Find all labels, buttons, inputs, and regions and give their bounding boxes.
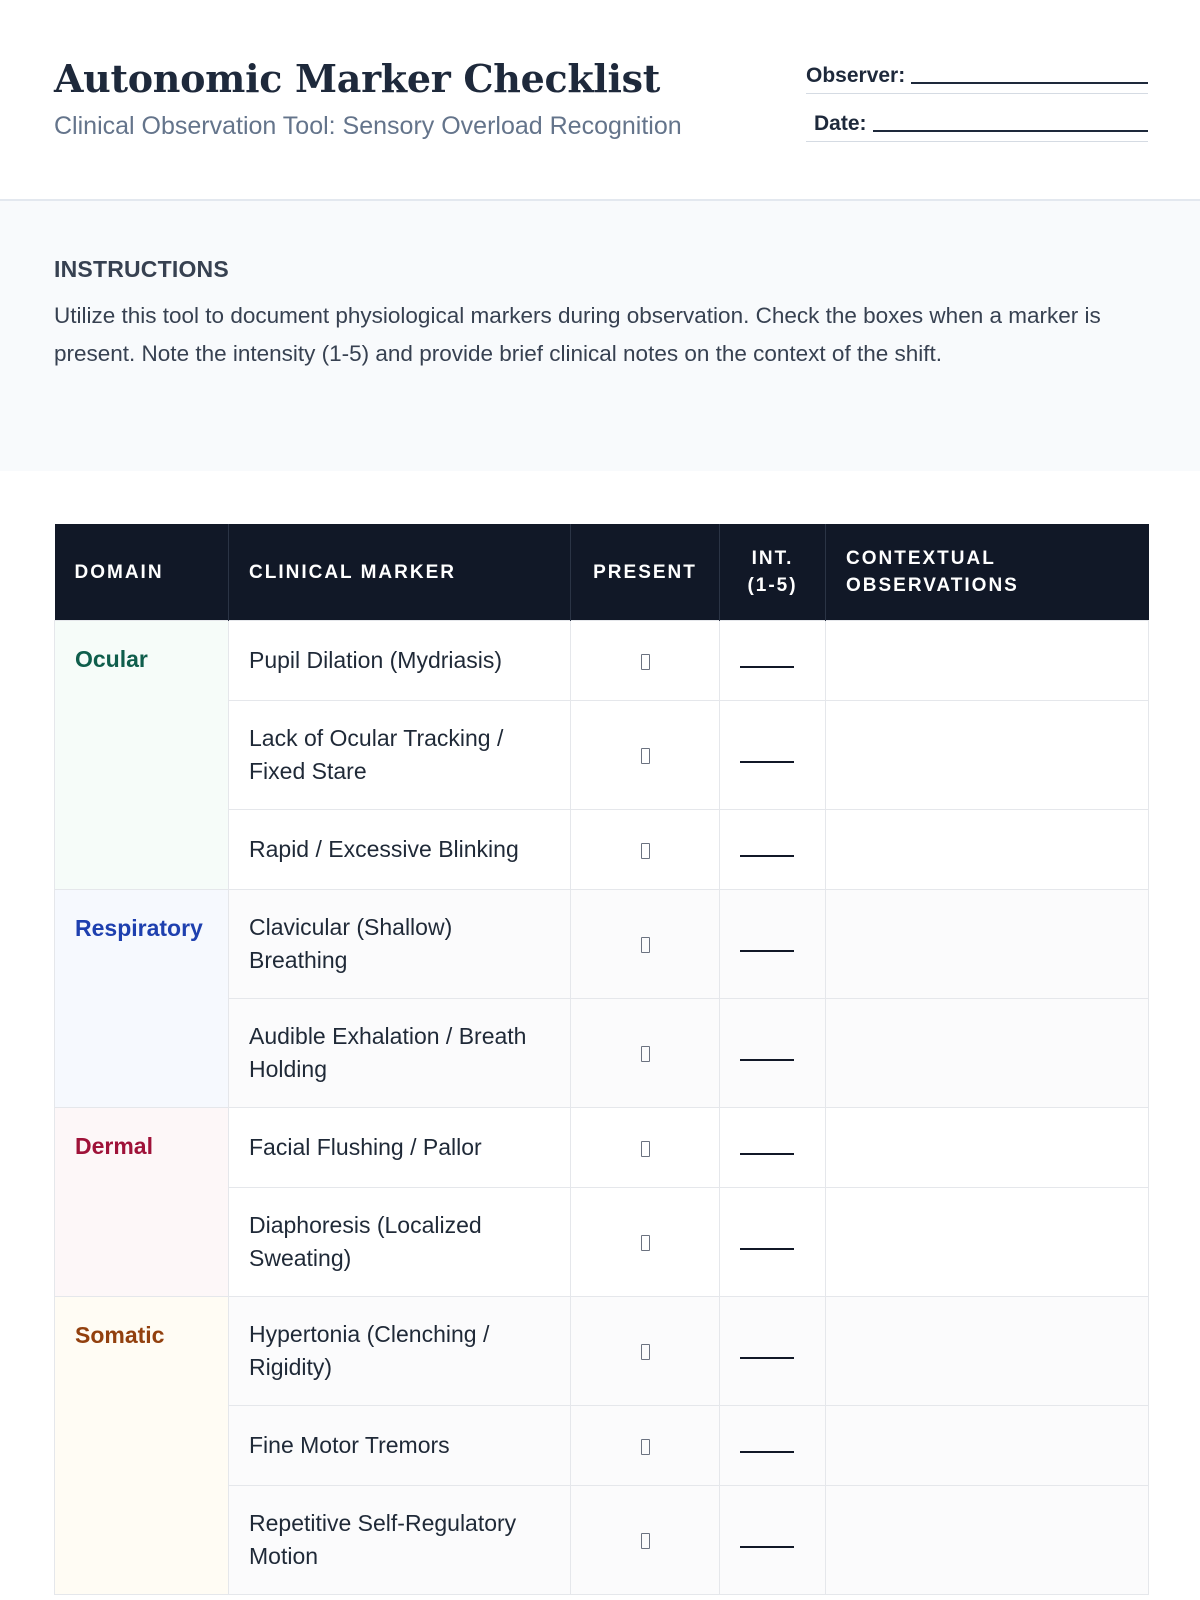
marker-name: Diaphoresis (Localized Sweating) (229, 1188, 571, 1297)
observer-label: Observer: (806, 64, 906, 87)
notes-cell[interactable] (826, 701, 1149, 810)
instructions-heading: INSTRUCTIONS (54, 256, 229, 282)
date-field[interactable] (806, 102, 1148, 142)
intensity-blank[interactable] (740, 950, 794, 952)
marker-name: Audible Exhalation / Breath Holding (229, 999, 571, 1108)
instructions-panel (0, 201, 1200, 471)
present-checkbox[interactable] (641, 843, 650, 859)
document-header (0, 0, 1200, 201)
intensity-blank[interactable] (740, 1451, 794, 1453)
domain-label: Respiratory (75, 915, 203, 941)
present-checkbox[interactable] (641, 1439, 650, 1455)
domain-cell-ocular (55, 621, 229, 890)
table-row (55, 621, 1149, 701)
present-checkbox[interactable] (641, 1235, 650, 1251)
intensity-blank[interactable] (740, 1059, 794, 1061)
table-row (55, 1108, 1149, 1188)
column-header-marker: CLINICAL MARKER (229, 524, 571, 621)
notes-cell[interactable] (826, 621, 1149, 701)
marker-name: Pupil Dilation (Mydriasis) (229, 621, 571, 701)
intensity-blank[interactable] (740, 1357, 794, 1359)
marker-name: Facial Flushing / Pallor (229, 1108, 571, 1188)
present-checkbox[interactable] (641, 1344, 650, 1360)
intensity-blank[interactable] (740, 1546, 794, 1548)
table-row (55, 1297, 1149, 1406)
notes-cell[interactable] (826, 1188, 1149, 1297)
marker-name: Fine Motor Tremors (229, 1406, 571, 1486)
intensity-blank[interactable] (740, 761, 794, 763)
marker-name: Lack of Ocular Tracking / Fixed Stare (229, 701, 571, 810)
domain-label: Dermal (75, 1133, 153, 1159)
observer-field[interactable] (806, 54, 1148, 94)
table-body (55, 621, 1149, 1595)
domain-label: Somatic (75, 1322, 165, 1348)
marker-name: Repetitive Self-Regulatory Motion (229, 1486, 571, 1595)
domain-label: Ocular (75, 646, 148, 672)
marker-name: Rapid / Excessive Blinking (229, 810, 571, 890)
notes-cell[interactable] (826, 999, 1149, 1108)
notes-cell[interactable] (826, 890, 1149, 999)
notes-cell[interactable] (826, 1297, 1149, 1406)
column-header-notes: CONTEXTUAL OBSERVATIONS (826, 524, 1149, 621)
observer-meta (806, 54, 1148, 150)
notes-cell[interactable] (826, 1108, 1149, 1188)
intensity-blank[interactable] (740, 666, 794, 668)
observer-blank-line[interactable] (911, 82, 1148, 84)
notes-cell[interactable] (826, 810, 1149, 890)
column-header-present: PRESENT (571, 524, 720, 621)
marker-name: Hypertonia (Clenching / Rigidity) (229, 1297, 571, 1406)
notes-cell[interactable] (826, 1486, 1149, 1595)
document-subtitle: Clinical Observation Tool: Sensory Overload Recognition (54, 112, 682, 140)
present-checkbox[interactable] (641, 937, 650, 953)
column-header-domain: DOMAIN (55, 524, 229, 621)
marker-checklist-table (54, 524, 1149, 1595)
intensity-blank[interactable] (740, 1153, 794, 1155)
column-header-intensity: INT. (1-5) (720, 524, 826, 621)
present-checkbox[interactable] (641, 1141, 650, 1157)
domain-cell-somatic (55, 1297, 229, 1595)
present-checkbox[interactable] (641, 748, 650, 764)
domain-cell-dermal (55, 1108, 229, 1297)
date-label: Date: (814, 112, 867, 135)
present-checkbox[interactable] (641, 654, 650, 670)
instructions-text: Utilize this tool to document physiological markers during observation. Check the boxes when a marker is present. Note the intensity (1-5) and provide brief clinical notes on the context of the shift. (54, 303, 1101, 366)
domain-cell-respiratory (55, 890, 229, 1108)
document-title: Autonomic Marker Checklist (54, 56, 660, 101)
marker-name: Clavicular (Shallow) Breathing (229, 890, 571, 999)
present-checkbox[interactable] (641, 1533, 650, 1549)
intensity-blank[interactable] (740, 1248, 794, 1250)
present-checkbox[interactable] (641, 1046, 650, 1062)
notes-cell[interactable] (826, 1406, 1149, 1486)
date-blank-line[interactable] (873, 130, 1148, 132)
table-header-row (55, 524, 1149, 621)
table-row (55, 890, 1149, 999)
intensity-blank[interactable] (740, 855, 794, 857)
